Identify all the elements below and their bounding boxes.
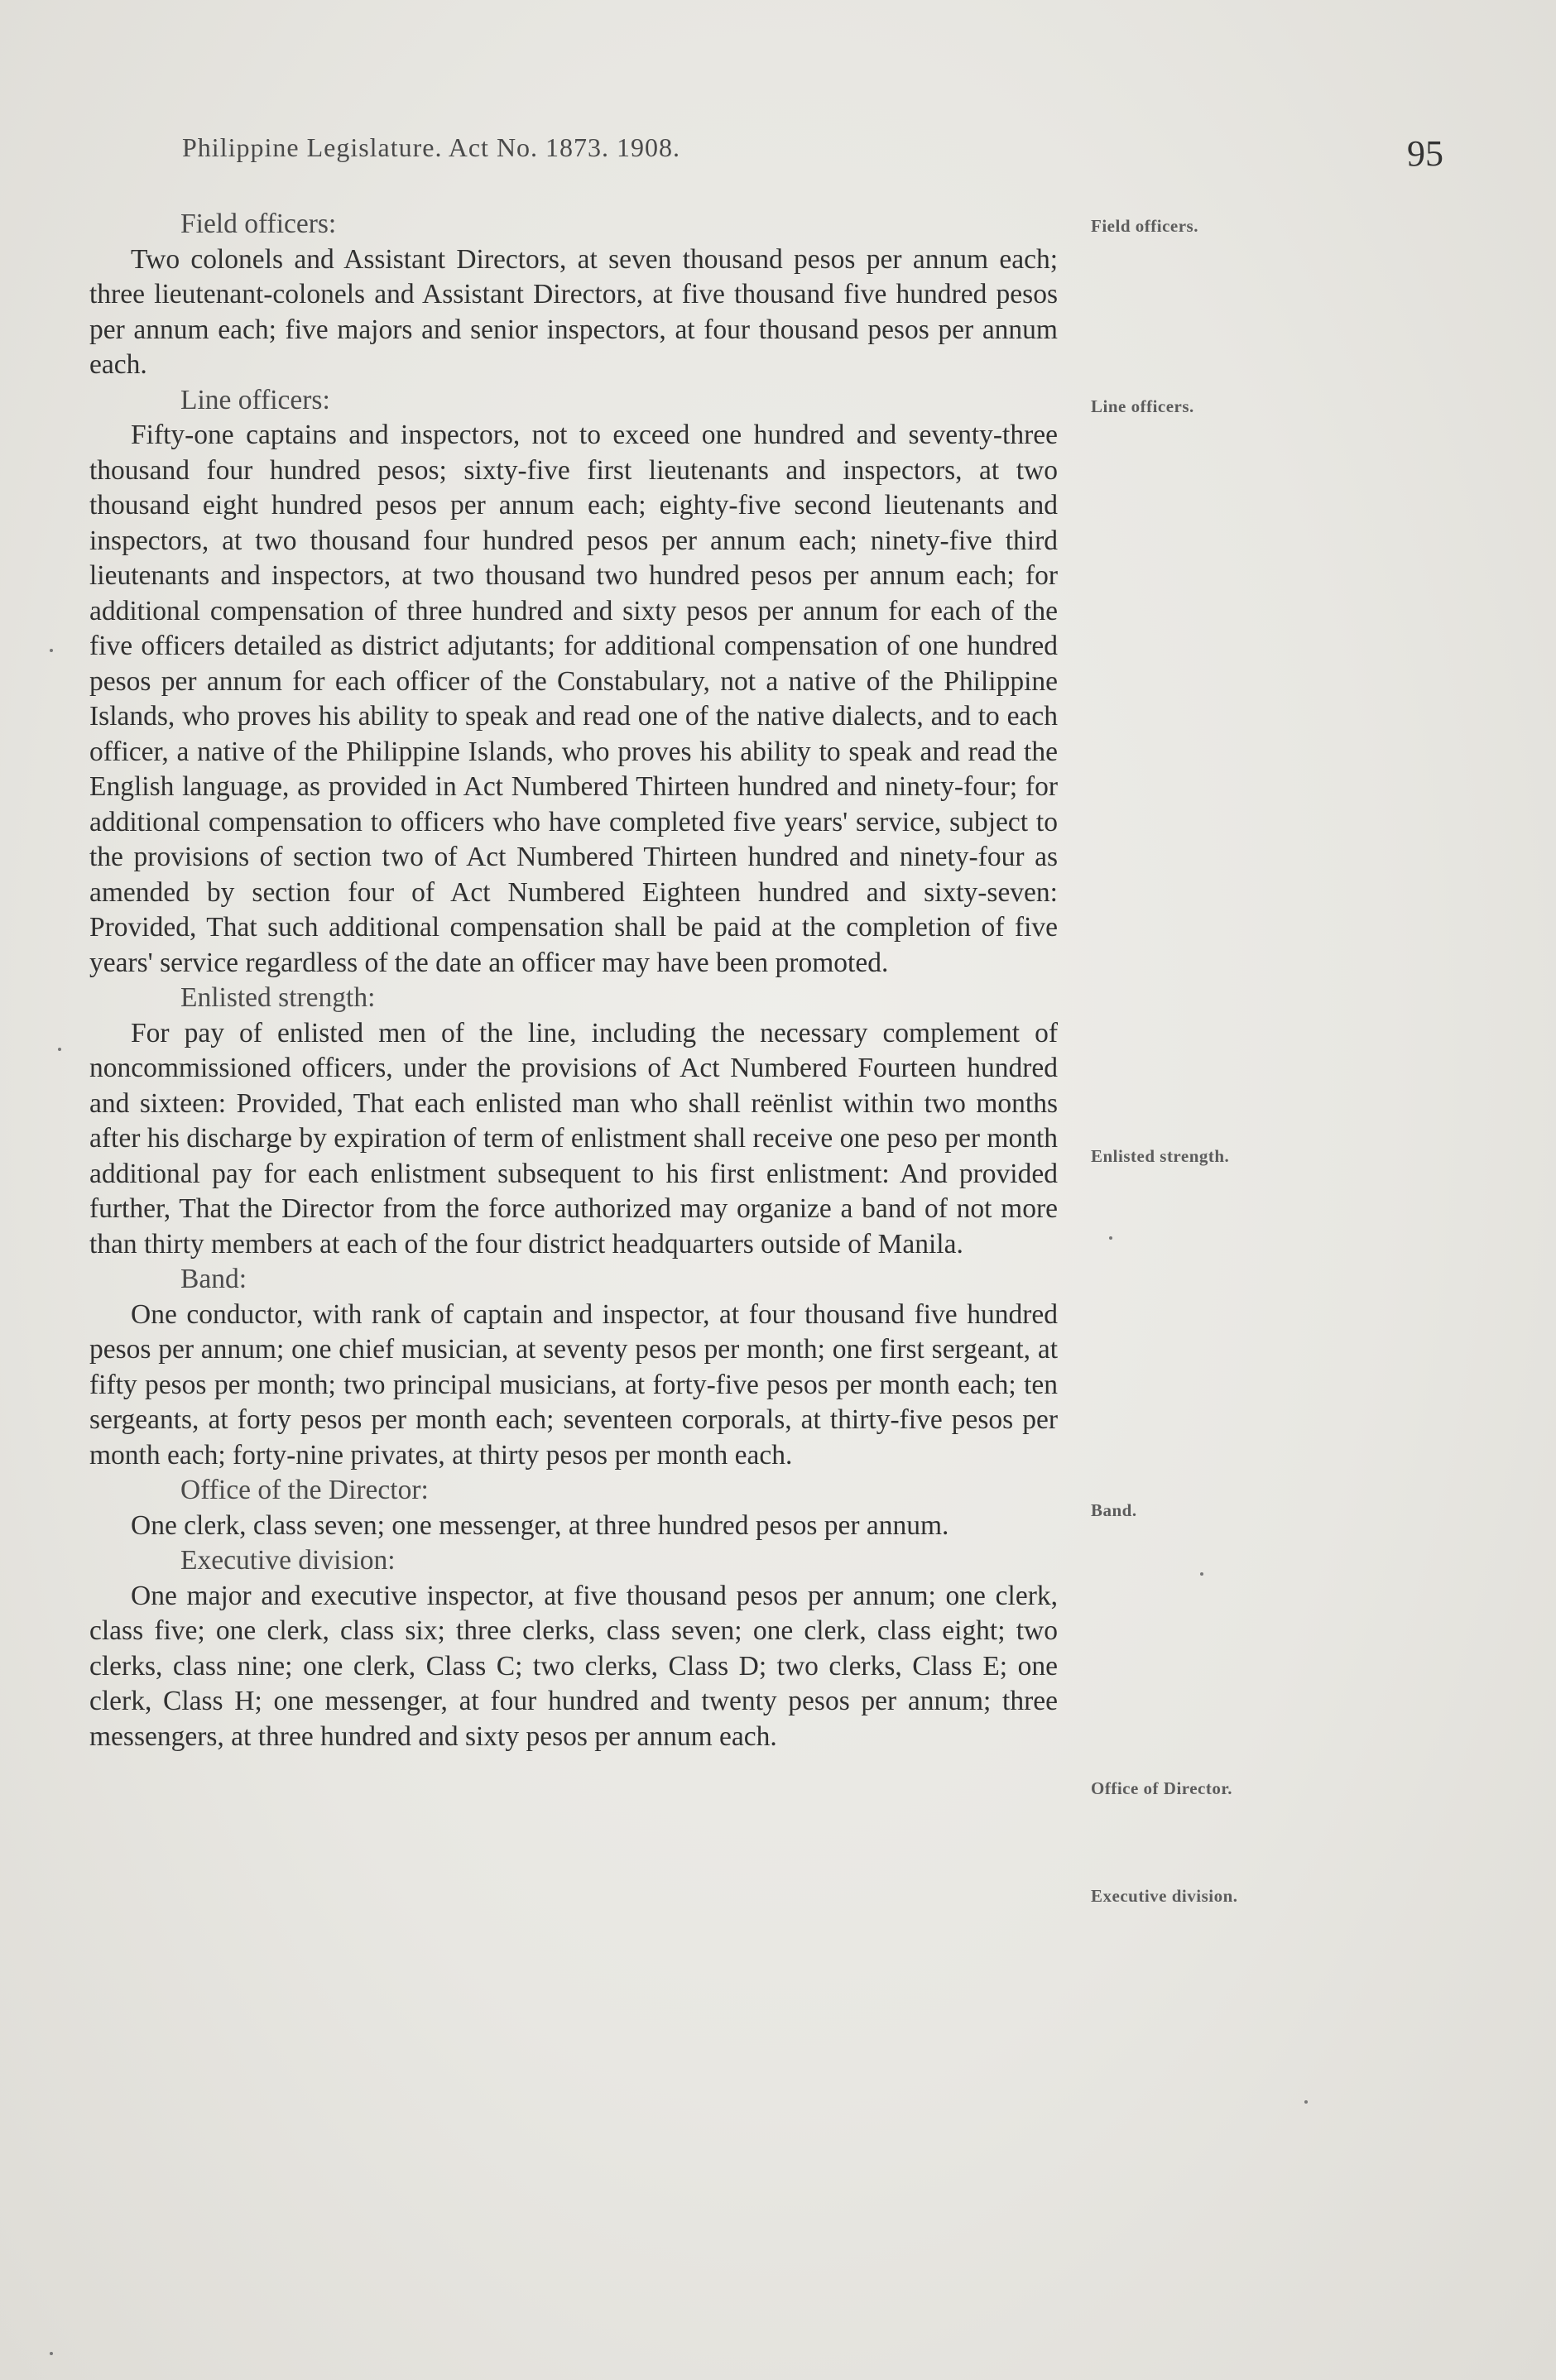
section-field-officers <box>89 207 1058 383</box>
margin-note-band: Band. <box>1091 1500 1137 1520</box>
section-paragraph: One conductor, with rank of captain and inspector, at four thousand five hundred pesos per annum; one chief musician, at seventy pesos per month; one first sergeant, at fifty pesos per month; two principal musicians, at forty-five pesos per month each; ten sergeants, at forty pesos per month each; seventeen corporals, at thirty-five pesos per month each; forty-nine privates, at thirty pesos per month each. <box>89 1298 1058 1471</box>
paper-speck <box>1200 1572 1203 1576</box>
paper-speck <box>50 2352 53 2355</box>
section-heading: Executive division: <box>180 1545 396 1576</box>
page-number: 95 <box>1407 133 1443 174</box>
margin-note-office-of-director: Office of Director. <box>1091 1778 1233 1798</box>
section-heading: Field officers: <box>180 209 337 239</box>
section-heading: Band: <box>180 1264 247 1294</box>
running-header: Philippine Legislature. Act No. 1873. 1908. <box>182 132 681 162</box>
act-text-body <box>89 207 1058 1754</box>
section-heading: Line officers: <box>180 384 330 415</box>
margin-note-field-officers: Field officers. <box>1091 216 1198 236</box>
section-paragraph: One major and executive inspector, at five thousand pesos per annum; one clerk, class five; one clerk, class six; three clerks, class seven; one clerk, class eight; two clerks, class nine; one clerk, Class C; two clerks, Class D; two clerks, Class E; one clerk, Class H; one messenger, at four hundred and twenty pesos per annum; three messengers, at three hundred and sixty pesos per annum each. <box>89 1580 1058 1752</box>
section-paragraph: Two colonels and Assistant Directors, at seven thousand pesos per annum each; three lieutenant-colonels and Assistant Directors, at five thousand five hundred pesos per annum each; five majors and senior inspectors, at four thousand pesos per annum each. <box>89 243 1058 380</box>
section-band <box>89 1262 1058 1473</box>
section-heading: Office of the Director: <box>180 1475 429 1505</box>
section-paragraph: One clerk, class seven; one messenger, at three hundred pesos per annum. <box>131 1509 949 1541</box>
margin-note-enlisted-strength: Enlisted strength. <box>1091 1146 1230 1166</box>
paper-speck <box>58 1048 61 1051</box>
section-paragraph: For pay of enlisted men of the line, including the necessary complement of noncommissioned officers, under the provisions of Act Numbered Fourteen hundred and sixteen: Provided, That each enlisted man who shall reënlist within two months after his discharge by expiration of term of enlistment shall receive one peso per month additional pay for each enlistment subsequent to his first enlistment: And provided further, That the Director from the force authorized may organize a band of not more than thirty members at each of the four district headquarters outside of Manila. <box>89 1017 1058 1260</box>
section-line-officers <box>89 383 1058 981</box>
section-paragraph: Fifty-one captains and inspectors, not to exceed one hundred and seventy-three thousand four hundred pesos; sixty-five first lieutenants and inspectors, at two thousand eight hundred pesos per annum each; eighty-five second lieutenants and inspectors, at two thousand four hundred pesos per annum each; ninety-five third lieutenants and inspectors, at two thousand two hundred pesos per annum each; for additional compensation of three hundred and sixty pesos per annum for each of the five officers detailed as district adjutants; for additional compensation of one hundred pesos per annum for each officer of the Constabulary, not a native of the Philippine Islands, who proves his ability to speak and read one of the native dialects, and to each officer, a native of the Philippine Islands, who proves his ability to speak and read the English language, as provided in Act Numbered Thirteen hundred and ninety-four; for additional compensation to officers who have completed five years' service, subject to the provisions of section two of Act Numbered Thirteen hundred and ninety-four as amended by section four of Act Numbered Eighteen hundred and sixty-seven: Provided, That such additional compensation shall be paid at the completion of five years' service regardless of the date an officer may have been promoted. <box>89 420 1058 978</box>
section-heading: Enlisted strength: <box>180 982 376 1013</box>
paper-speck <box>50 649 53 652</box>
margin-note-executive-division: Executive division. <box>1091 1886 1238 1906</box>
section-enlisted-strength <box>89 981 1058 1262</box>
section-office-of-director <box>89 1473 1058 1543</box>
section-executive-division <box>89 1543 1058 1754</box>
paper-speck <box>1304 2100 1308 2104</box>
margin-note-line-officers: Line officers. <box>1091 396 1194 416</box>
paper-speck <box>1109 1236 1112 1240</box>
